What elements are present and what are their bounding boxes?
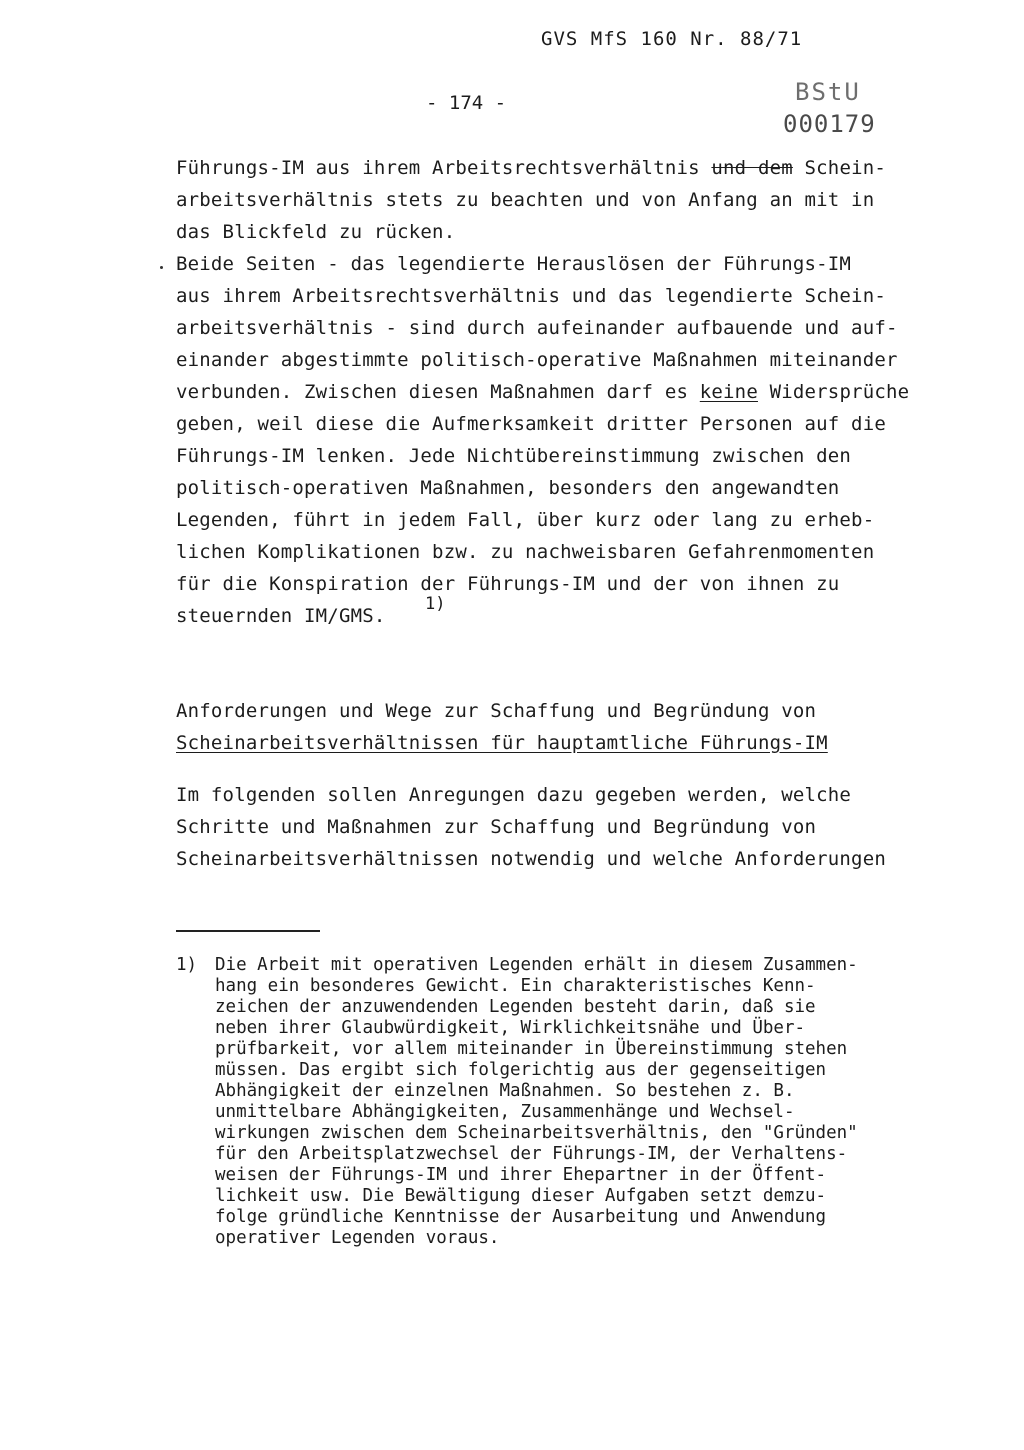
text-span: Widersprüche <box>757 381 910 403</box>
paragraph-2-line-12: steuernden IM/GMS. <box>176 605 386 627</box>
paragraph-1-line-3: das Blickfeld zu rücken. <box>176 221 456 243</box>
footnote-line-14: operativer Legenden voraus. <box>215 1228 500 1248</box>
struck-text: und dem <box>711 157 793 179</box>
archive-stamp-label: BStU <box>795 78 861 106</box>
footnote-line-12: lichkeit usw. Die Bewältigung dieser Aufgaben setzt demzu- <box>215 1186 827 1206</box>
paragraph-1-line-2: arbeitsverhältnis stets zu beachten und von Anfang an mit in <box>176 189 875 211</box>
paragraph-2-line-4: einander abgestimmte politisch-operative Maßnahmen miteinander <box>176 349 898 371</box>
page-number: - 174 - <box>426 92 507 114</box>
paragraph-2-line-11: für die Konspiration der Führungs-IM und der von ihnen zu <box>176 573 840 595</box>
paragraph-2-line-8: politisch-operativen Maßnahmen, besonders den angewandten <box>176 477 840 499</box>
archive-stamp-number: 000179 <box>783 110 876 138</box>
paragraph-2-line-5 <box>176 381 909 403</box>
paragraph-2-line-6: geben, weil diese die Aufmerksamkeit dritter Personen auf die <box>176 413 886 435</box>
footnote-line-10: für den Arbeitsplatzwechsel der Führungs-IM, der Verhaltens- <box>215 1144 848 1164</box>
footnote-line-2: hang ein besonderes Gewicht. Ein charakteristisches Kenn- <box>215 976 816 996</box>
footnote-line-1: Die Arbeit mit operativen Legenden erhält in diesem Zusammen- <box>215 955 858 975</box>
footnote-line-8: unmittelbare Abhängigkeiten, Zusammenhänge und Wechsel- <box>215 1102 795 1122</box>
footnote-line-13: folge gründliche Kenntnisse der Ausarbeitung und Anwendung <box>215 1207 827 1227</box>
underlined-word: keine <box>699 381 758 403</box>
margin-dot <box>160 266 163 269</box>
paragraph-2-line-9: Legenden, führt in jedem Fall, über kurz oder lang zu erheb- <box>176 509 875 531</box>
footnote-line-11: weisen der Führungs-IM und ihrer Ehepartner in der Öffent- <box>215 1165 827 1185</box>
text-span: Schein- <box>792 157 887 179</box>
paragraph-2-line-2: aus ihrem Arbeitsrechtsverhältnis und das legendierte Schein- <box>176 285 886 307</box>
text-span: Führungs-IM aus ihrem Arbeitsrechtsverhältnis <box>176 157 712 179</box>
footnote-line-4: neben ihrer Glaubwürdigkeit, Wirklichkeitsnähe und Über- <box>215 1018 806 1038</box>
footnote-reference: 1) <box>425 594 446 614</box>
paragraph-1-line-1 <box>176 157 886 179</box>
footnote-marker: 1) <box>176 955 198 975</box>
footnote-line-9: wirkungen zwischen dem Scheinarbeitsverhältnis, den "Gründen" <box>215 1123 858 1143</box>
text-span: verbunden. Zwischen diesen Maßnahmen darf es <box>176 381 700 403</box>
paragraph-2-line-1: Beide Seiten - das legendierte Herauslösen der Führungs-IM <box>176 253 852 275</box>
paragraph-3-line-2: Schritte und Maßnahmen zur Schaffung und Begründung von <box>176 816 817 838</box>
paragraph-2-line-7: Führungs-IM lenken. Jede Nichtübereinstimmung zwischen den <box>176 445 852 467</box>
footnote-divider <box>176 930 320 932</box>
footnote-line-7: Abhängigkeit der einzelnen Maßnahmen. So bestehen z. B. <box>215 1081 795 1101</box>
paragraph-3-line-1: Im folgenden sollen Anregungen dazu gegeben werden, welche <box>176 784 852 806</box>
section-heading-line-2: Scheinarbeitsverhältnissen für hauptamtliche Führungs-IM <box>176 732 828 754</box>
paragraph-3-line-3: Scheinarbeitsverhältnissen notwendig und welche Anforderungen <box>176 848 886 870</box>
footnote-line-5: prüfbarkeit, vor allem miteinander in Übereinstimmung stehen <box>215 1039 848 1059</box>
footnote-line-6: müssen. Das ergibt sich folgerichtig aus der gegenseitigen <box>215 1060 827 1080</box>
paragraph-2-line-10: lichen Komplikationen bzw. zu nachweisbaren Gefahrenmomenten <box>176 541 875 563</box>
section-heading-line-1: Anforderungen und Wege zur Schaffung und Begründung von <box>176 700 817 722</box>
paragraph-2-line-3: arbeitsverhältnis - sind durch aufeinander aufbauende und auf- <box>176 317 898 339</box>
document-reference: GVS MfS 160 Nr. 88/71 <box>541 28 803 50</box>
footnote-line-3: zeichen der anzuwendenden Legenden besteht darin, daß sie <box>215 997 816 1017</box>
